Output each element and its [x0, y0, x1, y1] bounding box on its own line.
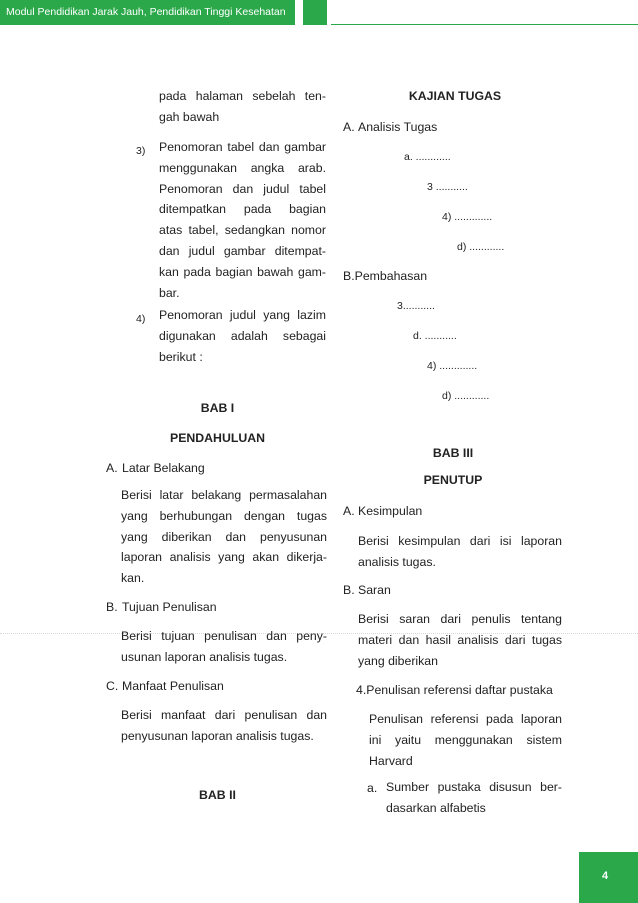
- text-line: Penulisan referensi pada laporan: [369, 712, 562, 726]
- pembahasan-sub-3: 3...........: [397, 300, 435, 312]
- right-section-a-number: A.: [343, 120, 355, 134]
- analysis-sub-a: a. ............: [404, 151, 451, 163]
- text-line: Berisi kesimpulan dari isi laporan: [358, 534, 562, 548]
- header-bar: [0, 0, 295, 25]
- pembahasan-sub-d2: d) ............: [442, 390, 490, 402]
- text-line: ini yaitu menggunakan sistem: [369, 732, 562, 747]
- item-4-text: [159, 305, 326, 367]
- text-line: kan.: [121, 571, 145, 586]
- section-c-number: C.: [106, 679, 119, 693]
- text-line: pada halaman sebelah ten-: [159, 89, 326, 103]
- section-a-text: [121, 485, 327, 589]
- section-c-text: [121, 705, 327, 747]
- text-line: laporan analisis yang akan dikerja-: [121, 550, 327, 565]
- text-line: dan judul gambar ditempat-: [159, 243, 326, 258]
- text-line: materi dan hasil analisis dari tugas: [358, 632, 562, 647]
- bab-3-heading: BAB III: [432, 446, 474, 460]
- referensi-text: [369, 709, 562, 771]
- text-line: gah bawah: [159, 109, 220, 124]
- kesimpulan-title: Kesimpulan: [358, 504, 423, 518]
- text-line: yang berhubungan dengan tugas: [121, 508, 327, 523]
- text-line: atas tabel, sedangkan nomor: [159, 223, 326, 238]
- saran-number: B.: [343, 583, 355, 597]
- pembahasan-sub-d: d. ...........: [413, 330, 457, 342]
- text-line: penyusunan laporan analisis tugas.: [121, 728, 314, 743]
- referensi-a-number: a.: [367, 781, 378, 795]
- analysis-sub-4: 4) .............: [442, 211, 493, 223]
- section-b-number: B.: [106, 600, 118, 614]
- text-line: berikut :: [159, 349, 203, 364]
- text-line: menggunakan angka arab.: [159, 160, 326, 175]
- text-line: bar.: [159, 285, 180, 300]
- item-3-number: 3): [136, 145, 146, 157]
- saran-text: [358, 609, 562, 671]
- bab-2-heading: BAB II: [199, 788, 236, 802]
- section-a-number: A.: [106, 461, 118, 475]
- analysis-sub-d: d) ............: [457, 241, 505, 253]
- kesimpulan-text: [358, 531, 562, 573]
- section-b-text: [121, 626, 327, 668]
- pembahasan-title: B.Pembahasan: [343, 269, 428, 283]
- header-square: [303, 0, 327, 25]
- text-line: digunakan adalah sebagai: [159, 328, 326, 343]
- text-line: Sumber pustaka disusun ber-: [386, 780, 562, 794]
- section-a-title: Latar Belakang: [122, 461, 205, 475]
- header-title: Modul Pendidikan Jarak Jauh, Pendidikan Tinggi Kesehatan: [6, 6, 286, 18]
- section-c-title: Manfaat Penulisan: [122, 679, 224, 693]
- page-number: 4: [601, 870, 609, 882]
- text-line: Berisi tujuan penulisan dan peny-: [121, 629, 327, 643]
- page-number-box: [579, 852, 638, 903]
- text-line: kan pada bagian bawah gam-: [159, 264, 326, 279]
- text-line: ditempatkan pada bagian: [159, 202, 326, 217]
- saran-title: Saran: [358, 583, 391, 597]
- right-section-a-title: Analisis Tugas: [358, 120, 438, 134]
- pembahasan-sub-4: 4) .............: [427, 360, 478, 372]
- text-line: analisis tugas.: [358, 554, 436, 569]
- section-b-title: Tujuan Penulisan: [122, 600, 217, 614]
- text-line: Berisi latar belakang permasalahan: [121, 488, 327, 502]
- bab-1-heading: BAB I: [200, 401, 235, 415]
- penutup-heading: PENUTUP: [423, 473, 483, 487]
- pendahuluan-heading: PENDAHULUAN: [170, 431, 265, 445]
- text-line: Penomoran judul yang lazim: [159, 308, 326, 322]
- referensi-title: 4.Penulisan referensi daftar pustaka: [356, 683, 553, 697]
- text-line: dasarkan alfabetis: [386, 800, 486, 815]
- item-4-number: 4): [136, 313, 146, 325]
- text-line: yang diberikan: [358, 653, 438, 668]
- text-line: Harvard: [369, 753, 413, 768]
- item-3-text: [159, 137, 326, 303]
- text-line: usunan laporan analisis tugas.: [121, 649, 288, 664]
- kajian-tugas-heading: KAJIAN TUGAS: [408, 89, 502, 103]
- text-line: Berisi manfaat dari penulisan dan: [121, 708, 327, 722]
- cont-text: [159, 86, 326, 128]
- kesimpulan-number: A.: [343, 504, 355, 518]
- text-line: Penomoran dan judul tabel: [159, 181, 326, 196]
- referensi-a-text: [386, 777, 562, 819]
- header-line: [331, 24, 638, 25]
- text-line: Berisi saran dari penulis tentang: [358, 612, 562, 626]
- analysis-sub-3: 3 ...........: [427, 181, 468, 193]
- text-line: Penomoran tabel dan gambar: [159, 140, 326, 154]
- text-line: yang diberikan dan penyusunan: [121, 529, 327, 544]
